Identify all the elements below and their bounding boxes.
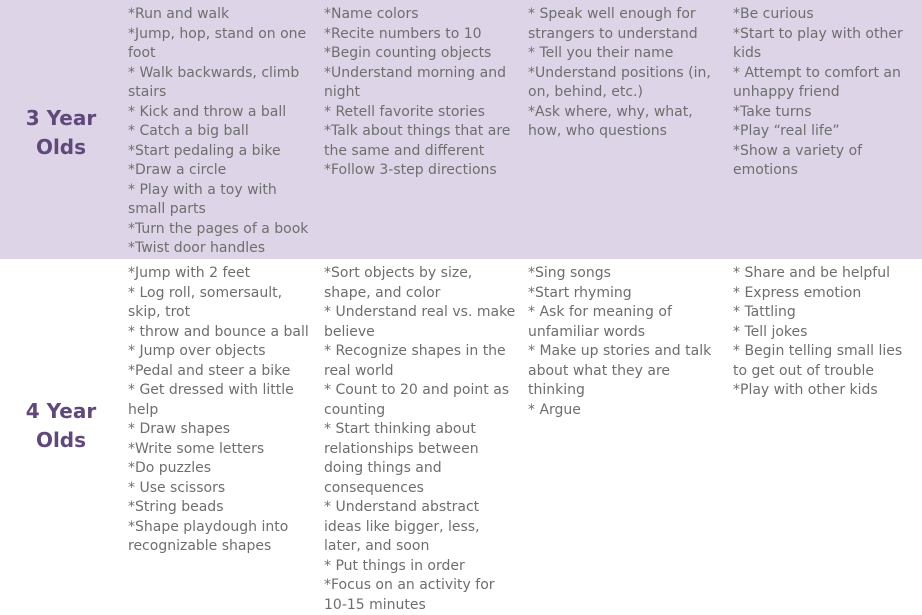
milestone-item: * Argue — [528, 401, 581, 418]
milestone-item: * Walk backwards, climb stairs — [128, 64, 300, 100]
milestone-item: * Retell favorite stories — [324, 103, 485, 120]
cell-3yo-cognitive — [324, 5, 518, 181]
milestone-item: *Start to play with other kids — [733, 25, 903, 61]
milestone-item: *Jump with 2 feet — [128, 265, 251, 281]
age-label-4-year-olds: 4 Year Olds — [25, 399, 97, 452]
milestone-item: * Express emotion — [733, 284, 862, 301]
milestone-item: *Be curious — [733, 6, 814, 22]
milestone-item: * Tell you their name — [528, 45, 674, 61]
milestone-item: *Begin counting objects — [324, 45, 492, 61]
cell-4yo-language — [528, 264, 724, 420]
milestone-item: *Pedal and steer a bike — [128, 362, 291, 379]
cell-4yo-social — [733, 264, 919, 401]
milestone-item: *Do puzzles — [128, 460, 212, 476]
milestone-item: * Put things in order — [324, 557, 465, 574]
milestone-item: * Use scissors — [128, 479, 226, 496]
milestone-item: *Run and walk — [128, 6, 230, 22]
milestone-item: *Sort objects by size, shape, and color — [324, 265, 473, 301]
milestone-item: *Draw a circle — [128, 162, 227, 178]
milestone-item: * Kick and throw a ball — [128, 103, 287, 120]
cell-3yo-language — [528, 5, 724, 142]
milestone-item: *Write some letters — [128, 440, 265, 457]
cell-3yo-social — [733, 5, 919, 181]
row-4-year-olds — [0, 259, 922, 613]
milestone-item: * Ask for meaning of unfamiliar words — [528, 304, 672, 340]
milestone-item: * Count to 20 and point as counting — [324, 382, 510, 418]
cell-4yo-physical — [128, 264, 314, 557]
milestone-item: * Tell jokes — [733, 323, 808, 340]
milestone-item: *Play “real life” — [733, 123, 840, 139]
milestone-item: *Sing songs — [528, 265, 611, 281]
milestone-item: * Play with a toy with small parts — [128, 181, 277, 217]
milestone-item: *Play with other kids — [733, 382, 878, 398]
milestone-item: *Jump, hop, stand on one foot — [128, 25, 307, 61]
milestone-item: * Understand abstract ideas like bigger, less, later, and soon — [324, 499, 480, 554]
milestone-item: *Turn the pages of a book — [128, 220, 309, 237]
milestone-item: *Talk about things that are the same and different — [324, 123, 511, 159]
cell-4yo-cognitive — [324, 264, 518, 615]
milestone-item: * Log roll, somersault, skip, trot — [128, 284, 283, 320]
milestone-item: * Start thinking about relationships between doing things and consequences — [324, 421, 479, 496]
milestone-item: * Attempt to comfort an unhappy friend — [733, 64, 901, 100]
milestone-item: *Understand positions (in, on, behind, etc.) — [528, 64, 711, 100]
milestone-item: *String beads — [128, 499, 224, 515]
milestone-item: * Get dressed with little help — [128, 382, 294, 418]
milestone-item: *Understand morning and night — [324, 64, 506, 100]
row-3-year-olds — [0, 0, 922, 259]
milestone-item: * throw and bounce a ball — [128, 323, 309, 340]
milestone-item: *Follow 3-step directions — [324, 162, 497, 178]
milestone-item: * Make up stories and talk about what they are thinking — [528, 343, 712, 398]
milestone-item: * Share and be helpful — [733, 265, 890, 281]
milestone-item: *Take turns — [733, 103, 812, 120]
milestone-item: * Catch a big ball — [128, 123, 249, 139]
milestone-item: *Ask where, why, what, how, who questions — [528, 103, 693, 139]
milestone-item: *Focus on an activity for 10-15 minutes — [324, 577, 495, 613]
milestone-item: *Recite numbers to 10 — [324, 25, 482, 42]
age-label-3-year-olds: 3 Year Olds — [25, 106, 97, 159]
milestone-item: *Twist door handles — [128, 240, 266, 256]
milestone-item: * Understand real vs. make believe — [324, 304, 516, 340]
milestone-item: * Recognize shapes in the real world — [324, 343, 506, 379]
milestone-item: *Show a variety of emotions — [733, 142, 863, 178]
milestone-item: * Jump over objects — [128, 343, 266, 359]
milestone-item: *Start rhyming — [528, 284, 632, 301]
milestone-item: * Begin telling small lies to get out of trouble — [733, 343, 903, 379]
milestone-item: * Tattling — [733, 304, 796, 320]
milestone-item: * Speak well enough for strangers to understand — [528, 6, 698, 42]
milestone-item: *Shape playdough into recognizable shapes — [128, 518, 289, 554]
milestone-item: *Name colors — [324, 6, 419, 22]
milestone-item: * Draw shapes — [128, 421, 231, 437]
cell-3yo-physical — [128, 5, 314, 259]
milestone-item: *Start pedaling a bike — [128, 142, 281, 159]
